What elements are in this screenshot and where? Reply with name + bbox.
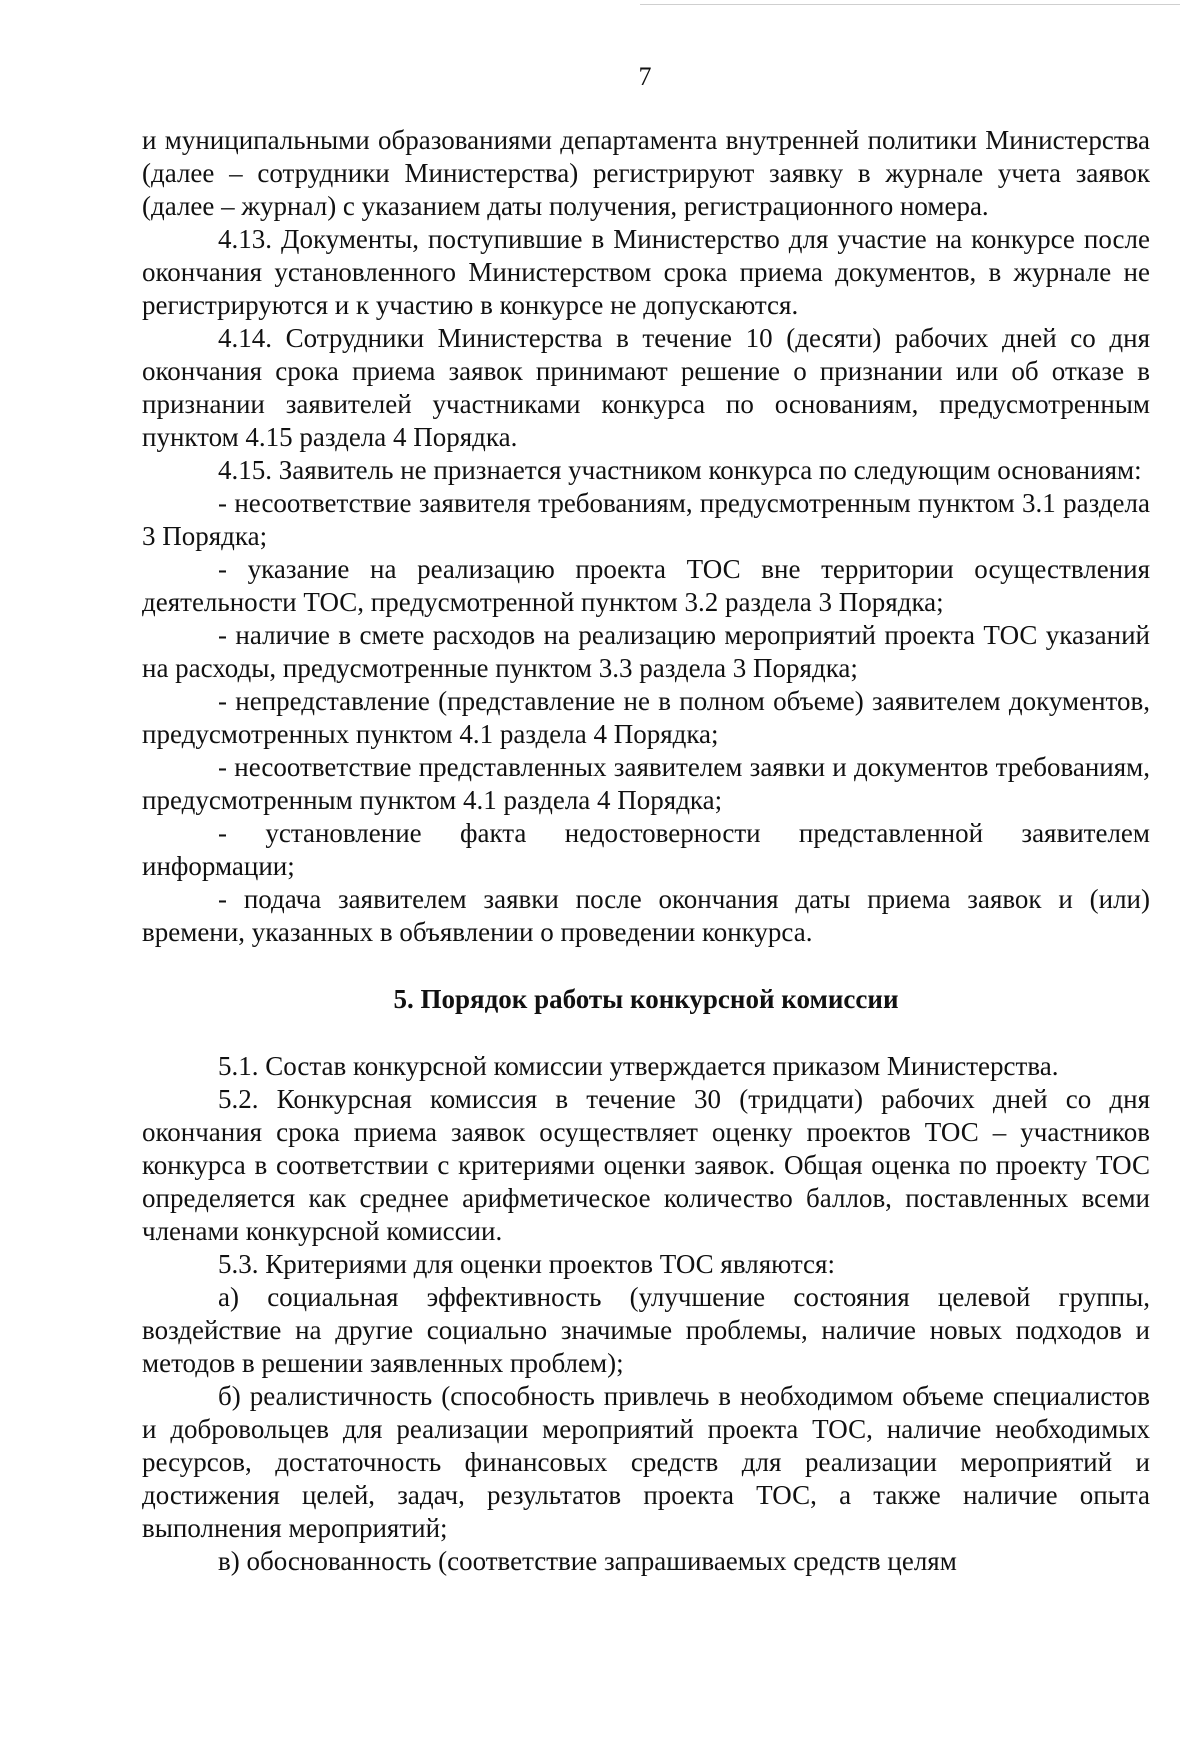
criteria-item-b: б) реалистичность (способность привлечь в необходимом объеме специалистов и добровольцев для реализации мероприятий проекта ТОС, наличие необходимых ресурсов, достаточность финансовых средств для реализации мероприятий и достижения целей, задач, результатов проекта ТОС, а также наличие опыта выполнения мероприятий; <box>142 1381 1150 1543</box>
paragraph-5-2: 5.2. Конкурсная комиссия в течение 30 (тридцати) рабочих дней со дня окончания срока приема заявок осуществляет оценку проектов ТОС – участников конкурса в соответствии с критериями оценки заявок. Общая оценка по проекту ТОС определяется как среднее арифметическое количество баллов, поставленных всеми членами конкурсной комиссии. <box>142 1084 1150 1246</box>
paragraph-5-1: 5.1. Состав конкурсной комиссии утверждается приказом Министерства. <box>218 1051 1059 1081</box>
list-item-reason: - указание на реализацию проекта ТОС вне территории осуществления деятельности ТОС, предусмотренной пунктом 3.2 раздела 3 Порядка; <box>142 554 1150 617</box>
list-item-reason: - непредставление (представление не в полном объеме) заявителем документов, предусмотренных пунктом 4.1 раздела 4 Порядка; <box>142 686 1150 749</box>
criteria-item-v: в) обоснованность (соответствие запрашиваемых средств целям <box>218 1546 957 1576</box>
list-item-reason: - установление факта недостоверности представленной заявителем информации; <box>142 818 1150 881</box>
paragraph-continuation: и муниципальными образованиями департамента внутренней политики Министерства (далее – сотрудники Министерства) регистрируют заявку в журнале учета заявок (далее – журнал) с указанием даты получения, регистрационного номера. <box>142 125 1150 221</box>
paragraph-5-3: 5.3. Критериями для оценки проектов ТОС являются: <box>218 1249 835 1279</box>
list-item-reason: - несоответствие представленных заявителем заявки и документов требованиям, предусмотренным пунктом 4.1 раздела 4 Порядка; <box>142 752 1150 815</box>
document-body <box>142 124 1150 1578</box>
scan-edge-line <box>640 4 1180 5</box>
list-item-reason: - несоответствие заявителя требованиям, предусмотренным пунктом 3.1 раздела 3 Порядка; <box>142 488 1150 551</box>
paragraph-4-13: 4.13. Документы, поступившие в Министерство для участие на конкурсе после окончания установленного Министерством срока приема документов, в журнале не регистрируются и к участию в конкурсе не допускаются. <box>142 224 1150 320</box>
list-item-reason: - наличие в смете расходов на реализацию мероприятий проекта ТОС указаний на расходы, предусмотренные пунктом 3.3 раздела 3 Порядка; <box>142 620 1150 683</box>
list-item-reason: - подача заявителем заявки после окончания даты приема заявок и (или) времени, указанных в объявлении о проведении конкурса. <box>142 884 1150 947</box>
paragraph-4-15: 4.15. Заявитель не признается участником конкурса по следующим основаниям: <box>218 455 1142 485</box>
criteria-item-a: а) социальная эффективность (улучшение состояния целевой группы, воздействие на другие социально значимые проблемы, наличие новых подходов и методов в решении заявленных проблем); <box>142 1282 1150 1378</box>
paragraph-4-14: 4.14. Сотрудники Министерства в течение 10 (десяти) рабочих дней со дня окончания срока приема заявок принимают решение о признании или об отказе в признании заявителей участниками конкурса по основаниям, предусмотренным пунктом 4.15 раздела 4 Порядка. <box>142 323 1150 452</box>
section-heading: 5. Порядок работы конкурсной комиссии <box>393 984 899 1014</box>
page-number: 7 <box>638 62 652 91</box>
